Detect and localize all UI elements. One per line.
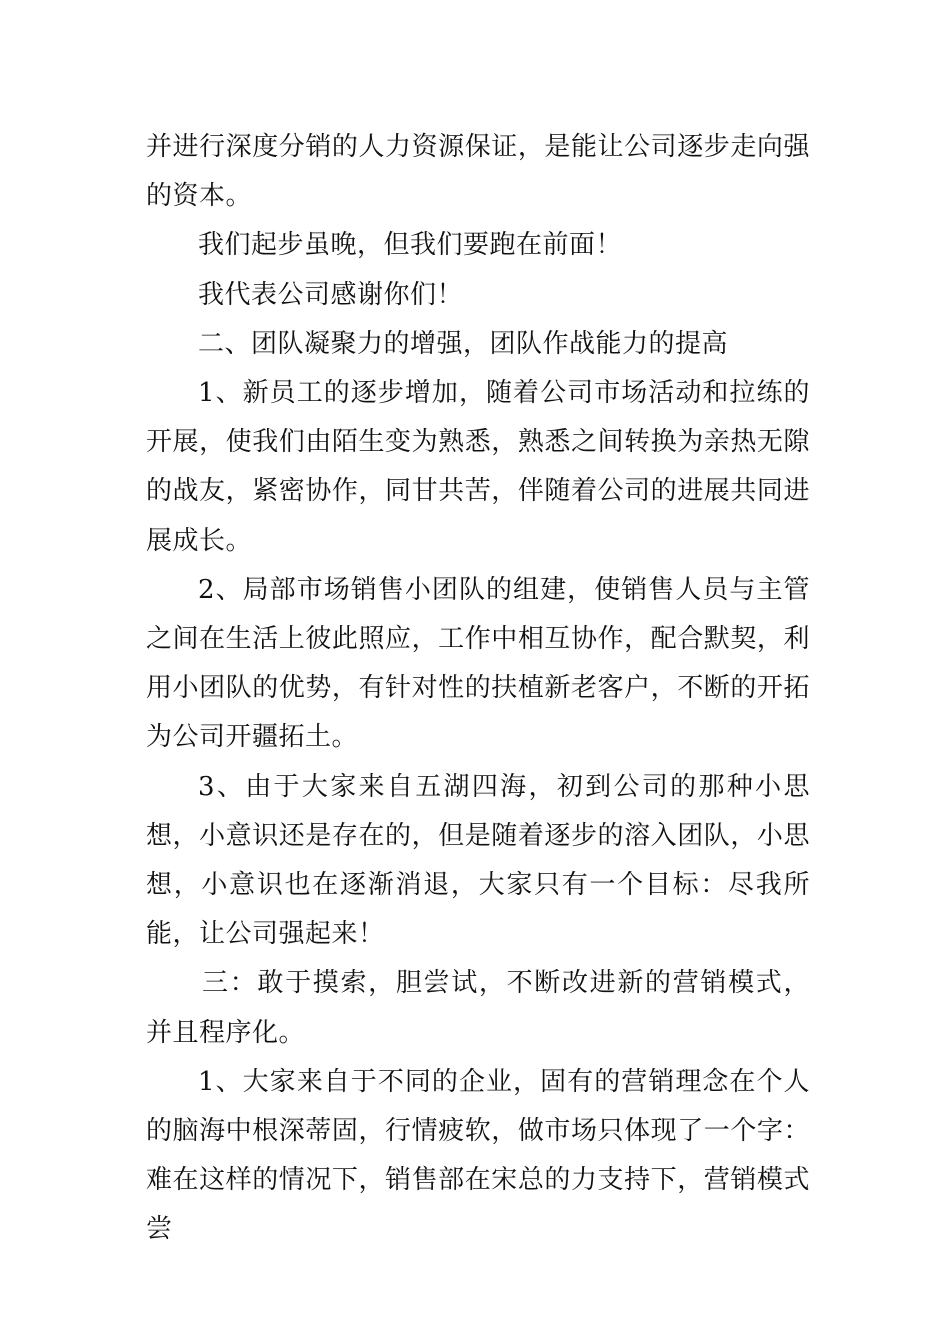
- section-heading-three: 三：敢于摸索，胆尝试，不断改进新的营销模式，并且程序化。: [146, 968, 810, 1048]
- paragraph-slogan: 我们起步虽晚，但我们要跑在前面！: [198, 230, 623, 261]
- document-body: [146, 123, 810, 1255]
- paragraph-item-2: 2、局部市场销售小团队的组建，使销售人员与主管之间在生活上彼此照应，工作中相互协作，配合默契，利用小团队的优势，有针对性的扶植新老客户，不断的开拓为公司开疆拓土。: [146, 574, 810, 753]
- paragraph-item-3: 3、由于大家来自五湖四海，初到公司的那种小思想，小意识还是存在的，但是随着逐步的溶入团队，小思想，小意识也在逐渐消退，大家只有一个目标：尽我所能，让公司强起来！: [146, 771, 810, 950]
- section-heading-two: 二、团队凝聚力的增强，团队作战能力的提高: [198, 328, 729, 359]
- paragraph-continuation: 并进行深度分销的人力资源保证，是能让公司逐步走向强的资本。: [146, 132, 810, 212]
- paragraph-item-3-1: 1、大家来自于不同的企业，固有的营销理念在个人的脑海中根深蒂固，行情疲软，做市场只体现了一个字：难在这样的情况下，销售部在宋总的力支持下，营销模式尝: [146, 1066, 810, 1245]
- paragraph-thanks: 我代表公司感谢你们！: [198, 279, 464, 310]
- paragraph-item-1: 1、新员工的逐步增加，随着公司市场活动和拉练的开展，使我们由陌生变为熟悉，熟悉之间转换为亲热无隙的战友，紧密协作，同甘共苦，伴随着公司的进展共同进展成长。: [146, 378, 810, 556]
